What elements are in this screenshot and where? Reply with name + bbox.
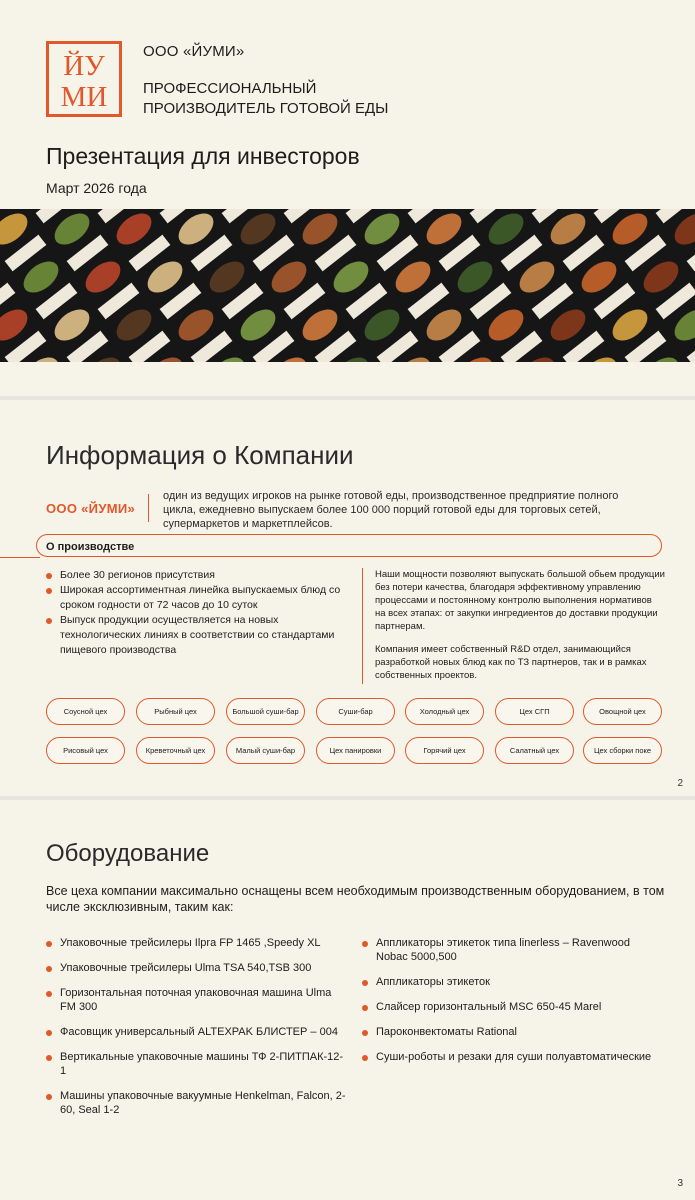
- food-containers-banner: [0, 209, 695, 362]
- list-item: Горизонтальная поточная упаковочная машина Ulma FM 300: [46, 986, 346, 1014]
- page-number: 3: [677, 1178, 683, 1189]
- workshop-chip: Цех панировки: [316, 737, 395, 764]
- bullet-icon: [46, 941, 52, 947]
- workshop-chip: Большой суши-бар: [226, 698, 305, 725]
- list-item: Суши-роботы и резаки для суши полуавтоматические: [362, 1050, 662, 1064]
- bullet-icon: [46, 1055, 52, 1061]
- page-number: 2: [677, 778, 683, 789]
- list-item: Широкая ассортиментная линейка выпускаемых блюд со сроком годности от 72 часов до 10 суток: [46, 583, 346, 613]
- column-divider: [362, 568, 363, 684]
- bullet-icon: [46, 1094, 52, 1100]
- workshop-chip: Рисовый цех: [46, 737, 125, 764]
- company-name: ООО «ЙУМИ»: [143, 43, 245, 60]
- list-item: Упаковочные трейсилеры Ilpra FP 1465 ,Speedy XL: [46, 936, 346, 950]
- title-slide: [0, 0, 695, 396]
- presentation-date: Март 2026 года: [46, 180, 147, 196]
- list-item: Пароконвектоматы Rational: [362, 1025, 662, 1039]
- presentation-title: Презентация для инвесторов: [46, 143, 360, 169]
- slide-title: Информация о Компании: [46, 440, 354, 470]
- equipment-slide: [0, 800, 695, 1200]
- company-info-slide: [0, 400, 695, 796]
- company-logo: [46, 41, 122, 117]
- list-item: Слайсер горизонтальный MSC 650-45 Marel: [362, 1000, 662, 1014]
- production-description: [375, 568, 665, 692]
- bullet-icon: [46, 1030, 52, 1036]
- list-item: Машины упаковочные вакуумные Henkelman, Falcon, 2-60, Seal 1-2: [46, 1089, 346, 1117]
- production-label: О производстве: [46, 541, 135, 553]
- bullet-icon: [362, 1005, 368, 1011]
- list-item: Выпуск продукции осуществляется на новых технологических линиях в соответствии со стандартами пищевого производства: [46, 613, 346, 658]
- svg-text:МИ: МИ: [60, 81, 108, 113]
- production-bullets: [46, 568, 346, 658]
- list-item: Фасовщик универсальный ALTEXPAK БЛИСТЕР – 004: [46, 1025, 346, 1039]
- workshop-chip: Рыбный цех: [136, 698, 215, 725]
- logo-letters-icon: [49, 44, 119, 114]
- bullet-icon: [362, 1055, 368, 1061]
- bullet-icon: [46, 573, 52, 579]
- food-photo-image: [0, 209, 695, 362]
- bullet-icon: [46, 991, 52, 997]
- workshop-chip: Соусной цех: [46, 698, 125, 725]
- company-intro: один из ведущих игроков на рынке готовой еды, производственное предприятие полного цикла, ежедневно выпускаем более 100 000 порций готовой еды для торговых сетей, супермаркетов и маркетплейсов.: [163, 490, 619, 530]
- workshop-chip: Цех СГП: [495, 698, 574, 725]
- svg-text:ЙУ: ЙУ: [63, 50, 105, 82]
- bullet-icon: [46, 588, 52, 594]
- bullet-icon: [362, 980, 368, 986]
- bullet-icon: [362, 941, 368, 947]
- list-item: Аппликаторы этикеток типа linerless – Ravenwood Nobac 5000,500: [362, 936, 662, 964]
- workshop-chip: Цех сборки поке: [583, 737, 662, 764]
- company-description: ПРОФЕССИОНАЛЬНЫЙ ПРОИЗВОДИТЕЛЬ ГОТОВОЙ ЕДЫ: [143, 80, 389, 117]
- workshop-chip: Малый суши-бар: [226, 737, 305, 764]
- divider: [148, 494, 149, 522]
- bullet-icon: [362, 1030, 368, 1036]
- workshop-chip: Суши-бар: [316, 698, 395, 725]
- list-item: Вертикальные упаковочные машины ТФ 2-ПИТПАК-12-1: [46, 1050, 346, 1078]
- capacity-paragraph: Наши мощности позволяют выпускать большой обьем продукции без потери качества, благодаря эффективному управлению процессами и постоянному контролю выполнения нормативов на всех этапах: от закупки ингредиентов до доставки продукции партнерам.: [375, 569, 665, 632]
- workshop-chip: Салатный цех: [495, 737, 574, 764]
- workshop-chip: Горячий цех: [405, 737, 484, 764]
- list-item: Более 30 регионов присутствия: [46, 568, 346, 583]
- workshop-chip: Холодный цех: [405, 698, 484, 725]
- equipment-intro: Все цеха компании максимально оснащены всем необходимым производственным оборудованием, в том числе эксклюзивным, таким как:: [46, 884, 665, 914]
- slide-title: Оборудование: [46, 840, 210, 867]
- rnd-paragraph: Компания имеет собственный R&D отдел, занимающийся разработкой новых блюд как по ТЗ партнеров, так и в рамках собственных проектов.: [375, 644, 647, 681]
- workshop-chip: Овощной цех: [583, 698, 662, 725]
- brand-name: ООО «ЙУМИ»: [46, 501, 136, 516]
- equipment-list-left: [46, 936, 346, 1117]
- equipment-list-right: [362, 936, 662, 1064]
- list-item: Аппликаторы этикеток: [362, 975, 662, 989]
- list-item: Упаковочные трейсилеры Ulma TSA 540,TSB 300: [46, 961, 346, 975]
- bullet-icon: [46, 618, 52, 624]
- production-header-line: [0, 557, 40, 558]
- bullet-icon: [46, 966, 52, 972]
- workshop-chip: Креветочный цех: [136, 737, 215, 764]
